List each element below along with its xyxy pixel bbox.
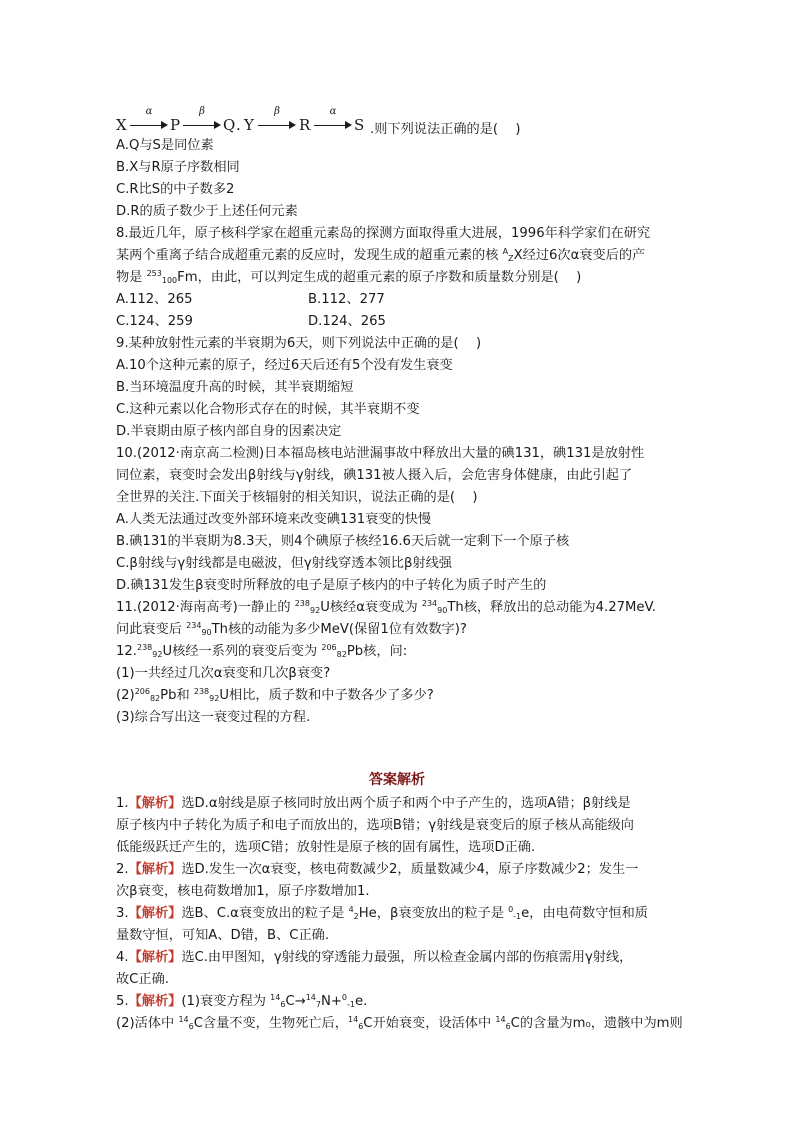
option-b: B.碘131的半衰期为8.3天，则4个碘原子核经16.6天后就一定剩下一个原子核	[116, 534, 570, 549]
analysis-tag: 【解析】	[128, 906, 182, 921]
option-d: D.R的质子数少于上述任何元素	[116, 204, 298, 219]
question-8-line-2: 某两个重离子结合成超重元素的反应时，发现生成的超重元素的核 $^A_Z$X经过6次α衰变后的产	[116, 247, 646, 263]
option-b: B.112、277	[308, 292, 385, 307]
option-a: A.人类无法通过改变外部环境来改变碘131衰变的快慢	[116, 512, 432, 527]
question-12-sub-1: (1)一共经过几次α衰变和几次β衰变?	[116, 666, 331, 681]
answer-1-line-3: 低能级跃迁产生的，选项C错；放射性是原子核的固有属性，选项D正确.	[116, 840, 536, 855]
analysis-tag: 【解析】	[128, 994, 182, 1009]
answer-1-line-2: 原子核内中子转化为质子和电子而放出的，选项B错；γ射线是衰变后的原子核从高能级向	[116, 818, 634, 833]
document-page: X α P β Q . Y β R α S .则下列说法正确的是( ) A.Q与S是同位素 B.X与R原子序数相同 C.R比S的中子数多2 D.R的质子数少于上述任何元素 8.最近几年，原子核科学家在超重元素岛的探测方面取得重大进展，1996年科学家们在研究 某两个重离子结合成超重元素的反应时，发现生成的超重元素的核 $^A_Z$X经过6次α衰变后的产 物是 $^{253}_{100}$Fm，由此，可以判定生成的超重元素的原子序数和质量数分别是( ) A.112、265 B.112、277 C.124、259 D.124、265 9.某种放射性元素的半衰期为6天，则下列说法中正确的是( ) A.10个这种元素的原子，经过6天后还有5个没有发生衰变 B.当环境温度升高的时候，其半衰期缩短 C.这种元素以化合物形式存在的时候，其半衰期不变 D.半衰期由原子核内部自身的因素决定 10.(2012·南京高二检测)日本福岛核电站泄漏事故中释放出大量的碘131，碘131是放射性 同位素，衰变时会发出β射线与γ射线，碘131被人摄入后，会危害身体健康，由此引起了 全世界的关注.下面关于核辐射的相关知识，说法正确的是( ) A.人类无法通过改变外部环境来改变碘131衰变的快慢 B.碘131的半衰期为8.3天，则4个碘原子核经16.6天后就一定剩下一个原子核 C.β射线与γ射线都是电磁波，但γ射线穿透本领比β射线强 D.碘131发生β衰变时所释放的电子是原子核内的中子转化为质子时产生的 11.(2012·海南高考)一静止的 $^{238}_{92}$U核经α衰变成为 $^{234}_{90}$Th核，释放出的总动能为4.27MeV. 问此衰变后 $^{234}_{90}$Th核的动能为多少MeV(保留1位有效数字)? 12.$^{238}_{92}$U核经一系列的衰变后变为 $^{206}_{82}$Pb核，问: (1)一共经过几次α衰变和几次β衰变? $(2)^{206}_{82}Pb$和 $^{238}_{92}$U相比，质子数和中子数各少了多少? (3)综合写出这一衰变过程的方程. 答案解析 1.【解析】选D.α射线是原子核同时放出两个质子和两个中子产生的，选项A错；β射线是 原子核内中子转化为质子和电子而放出的，选项B错；γ射线是衰变后的原子核从高能级向 低能级跃迁产生的，选项C错；放射性是原子核的固有属性，选项D正确. 2.【解析】选D.发生一次α衰变，核电荷数减少2，质量数减少4，原子序数减少2；发生一 次β衰变，核电荷数增加1，原子序数增加1. 3.【解析】选B、C.α衰变放出的粒子是 $^4_2$He，β衰变放出的粒子是 $^0_{-1}$e，由电荷数守恒和质 量数守恒，可知A、D错，B、C正确. 4.【解析】选C.由甲图知，γ射线的穿透能力最强，所以检查金属内部的伤痕需用γ射线， 故C正确. 5.【解析】(1)衰变方程为 $^{14}_6$C→$^{14}_7$N+$^0_{-1}$e. (2)活体中 $^{14}_6$C含量不变，生物死亡后，$^{14}_6$C开始衰变，设活体中 $^{14}_6$C的含量为m₀，遗骸中为m则	[0, 0, 794, 1123]
answer-2-line-1: 2.【解析】选D.发生一次α衰变，核电荷数减少2，质量数减少4，原子序数减少2；发生一	[116, 862, 639, 877]
nuclide-q: Q	[223, 116, 236, 134]
analysis-tag: 【解析】	[128, 796, 182, 811]
option-d: D.碘131发生β衰变时所释放的电子是原子核内的中子转化为质子时产生的	[116, 578, 547, 593]
question-12-sub-3: (3)综合写出这一衰变过程的方程.	[116, 710, 311, 725]
answer-4-line-1: 4.【解析】选C.由甲图知，γ射线的穿透能力最强，所以检查金属内部的伤痕需用γ射线，	[116, 950, 633, 965]
nuclide-y: Y	[244, 116, 254, 134]
nuclide-r: R	[299, 116, 311, 134]
question-10-line-1: 10.(2012·南京高二检测)日本福岛核电站泄漏事故中释放出大量的碘131，碘131是放射性	[116, 446, 645, 461]
answer-5-line-2: (2)活体中 $^{14}_6$C含量不变，生物死亡后，$^{14}_6$C开始衰变，设活体中 $^{14}_6$C的含量为m₀，遗骸中为m则	[116, 1015, 683, 1031]
question-11-line-2: 问此衰变后 $^{234}_{90}$Th核的动能为多少MeV(保留1位有效数字)?	[116, 621, 467, 637]
option-c: C.β射线与γ射线都是电磁波，但γ射线穿透本领比β射线强	[116, 556, 452, 571]
option-a: A.10个这种元素的原子，经过6天后还有5个没有发生衰变	[116, 358, 453, 373]
answers-title: 答案解析	[369, 772, 425, 788]
answer-1-line-1: 1.【解析】选D.α射线是原子核同时放出两个质子和两个中子产生的，选项A错；β射线是	[116, 796, 631, 811]
option-c: C.124、259	[116, 314, 193, 329]
question-9-stem: 9.某种放射性元素的半衰期为6天，则下列说法中正确的是( )	[116, 336, 482, 351]
answer-4-line-2: 故C正确.	[116, 972, 169, 987]
answer-3-line-2: 量数守恒，可知A、D错，B、C正确.	[116, 928, 330, 943]
option-a: A.Q与S是同位素	[116, 138, 214, 153]
question-12-line-1: 12.$^{238}_{92}$U核经一系列的衰变后变为 $^{206}_{82}$Pb核，问:	[116, 643, 408, 659]
option-c: C.这种元素以化合物形式存在的时候，其半衰期不变	[116, 402, 420, 417]
answer-5-line-1: 5.【解析】(1)衰变方程为 $^{14}_6$C→$^{14}_7$N+$^0_{-1}$e.	[116, 993, 368, 1009]
question-12-sub-2: $(2)^{206}_{82}Pb$和 $^{238}_{92}$U相比，质子数和中子数各少了多少?	[116, 687, 434, 703]
option-c: C.R比S的中子数多2	[116, 182, 235, 197]
option-b: B.X与R原子序数相同	[116, 160, 240, 175]
nuclide-s: S	[354, 116, 365, 134]
nuclide-x: X	[116, 116, 127, 134]
separator: .	[236, 116, 241, 134]
option-d: D.124、265	[308, 314, 386, 329]
question-10-line-2: 同位素，衰变时会发出β射线与γ射线，碘131被人摄入后，会危害身体健康，由此引起了	[116, 468, 633, 483]
question-8-line-1: 8.最近几年，原子核科学家在超重元素岛的探测方面取得重大进展，1996年科学家们在研究	[116, 226, 651, 241]
analysis-tag: 【解析】	[128, 862, 182, 877]
answer-2-line-2: 次β衰变，核电荷数增加1，原子序数增加1.	[116, 884, 370, 899]
question-10-line-3: 全世界的关注.下面关于核辐射的相关知识，说法正确的是( )	[116, 490, 478, 505]
option-d: D.半衰期由原子核内部自身的因素决定	[116, 424, 342, 439]
analysis-tag: 【解析】	[128, 950, 182, 965]
option-b: B.当环境温度升高的时候，其半衰期缩短	[116, 380, 354, 395]
option-a: A.112、265	[116, 292, 193, 307]
question-8-line-3: 物是 $^{253}_{100}$Fm，由此，可以判定生成的超重元素的原子序数和质量数分别是( )	[116, 269, 582, 285]
answer-3-line-1: 3.【解析】选B、C.α衰变放出的粒子是 $^4_2$He，β衰变放出的粒子是 $^0_{-1}$e，由电荷数守恒和质	[116, 905, 648, 921]
question-11-line-1: 11.(2012·海南高考)一静止的 $^{238}_{92}$U核经α衰变成为 $^{234}_{90}$Th核，释放出的总动能为4.27MeV.	[116, 599, 656, 615]
nuclide-p: P	[170, 116, 181, 134]
question-stem: .则下列说法正确的是( )	[370, 122, 521, 137]
